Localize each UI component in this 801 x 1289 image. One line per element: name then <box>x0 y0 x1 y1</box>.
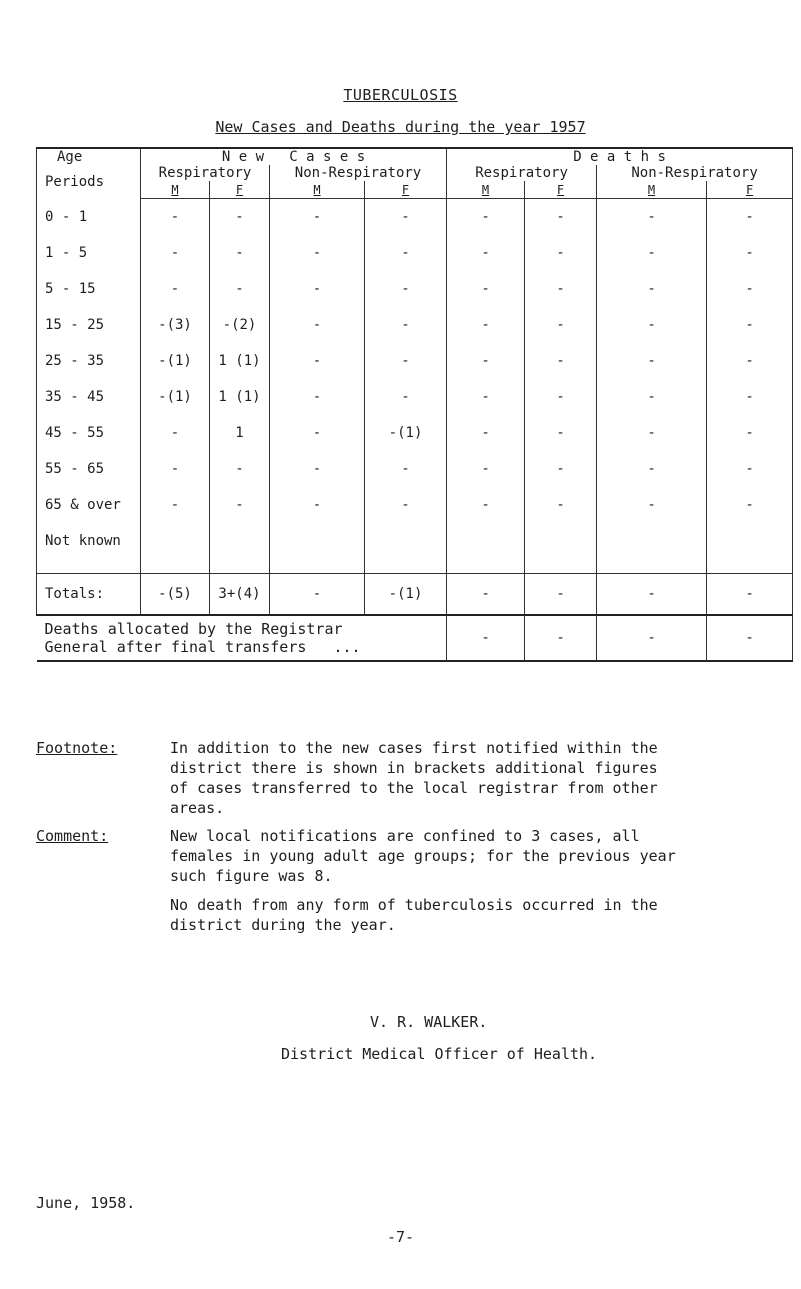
cell: - <box>447 271 525 307</box>
total-cell: - <box>525 574 597 616</box>
cell: -(3) <box>141 307 210 343</box>
cell: - <box>525 271 597 307</box>
age-cell: 5 - 15 <box>37 271 141 307</box>
deaths-header: D e a t h s <box>447 148 793 165</box>
totals-row <box>37 574 793 616</box>
table-row <box>37 415 793 451</box>
table-row <box>37 487 793 523</box>
cell <box>270 523 365 559</box>
comment-line: New local notifications are confined to 3 cases, all <box>170 827 640 845</box>
table-row <box>37 271 793 307</box>
col-f: F <box>707 181 793 199</box>
cell: - <box>270 307 365 343</box>
col-m: M <box>141 181 210 199</box>
cell: - <box>447 451 525 487</box>
age-cell: 65 & over <box>37 487 141 523</box>
new-nonresp-header: Non-Respiratory <box>270 165 447 181</box>
age-cell: 35 - 45 <box>37 379 141 415</box>
comment-line: district during the year. <box>170 916 396 934</box>
allocated-label-line-2: General after final transfers ... <box>44 638 361 656</box>
new-resp-header: Respiratory <box>141 165 270 181</box>
cell: - <box>525 415 597 451</box>
cell: - <box>525 235 597 271</box>
cell: - <box>447 307 525 343</box>
cell: - <box>141 451 210 487</box>
table-row <box>37 235 793 271</box>
page-number: -7- <box>386 1228 415 1246</box>
cell: - <box>597 235 707 271</box>
cell: - <box>597 199 707 236</box>
cell: - <box>597 451 707 487</box>
cell: - <box>707 487 793 523</box>
age-cell: 55 - 65 <box>37 451 141 487</box>
cell: - <box>270 343 365 379</box>
comment-line: females in young adult age groups; for the previous year <box>170 847 676 865</box>
cell: - <box>365 343 447 379</box>
cell: - <box>525 379 597 415</box>
table-row <box>37 199 793 236</box>
cell: - <box>270 199 365 236</box>
footnote-text <box>170 738 658 818</box>
comment-text <box>170 826 676 886</box>
comment-line: No death from any form of tuberculosis occurred in the <box>170 896 658 914</box>
cell: - <box>365 379 447 415</box>
cell: - <box>270 379 365 415</box>
page-title: TUBERCULOSIS <box>343 86 458 104</box>
cell: - <box>707 271 793 307</box>
totals-label: Totals: <box>37 574 141 616</box>
cell: - <box>525 451 597 487</box>
cell: -(1) <box>141 379 210 415</box>
new-cases-header: N e w C a s e s <box>141 148 447 165</box>
cell: - <box>525 307 597 343</box>
tuberculosis-table <box>36 147 793 662</box>
alloc-cell: - <box>597 615 707 661</box>
total-cell: - <box>447 574 525 616</box>
page-subtitle: New Cases and Deaths during the year 1957 <box>215 118 586 136</box>
total-cell: 3+(4) <box>210 574 270 616</box>
footnote-line: areas. <box>170 799 225 817</box>
age-cell: 25 - 35 <box>37 343 141 379</box>
total-cell: - <box>597 574 707 616</box>
cell: - <box>525 343 597 379</box>
cell: - <box>210 199 270 236</box>
alloc-cell: - <box>707 615 793 661</box>
cell: -(1) <box>141 343 210 379</box>
comment-label: Comment: <box>36 827 109 845</box>
cell: - <box>597 379 707 415</box>
cell <box>597 523 707 559</box>
cell: 1 (1) <box>210 343 270 379</box>
cell <box>365 523 447 559</box>
total-cell: - <box>270 574 365 616</box>
col-f: F <box>525 181 597 199</box>
cell: - <box>141 199 210 236</box>
cell: - <box>270 235 365 271</box>
cell: - <box>210 451 270 487</box>
date: June, 1958. <box>36 1194 136 1212</box>
cell: - <box>707 379 793 415</box>
signature-title: District Medical Officer of Health. <box>281 1045 598 1063</box>
cell: - <box>365 487 447 523</box>
col-f: F <box>365 181 447 199</box>
age-cell: Not known <box>37 523 141 559</box>
age-cell: 1 - 5 <box>37 235 141 271</box>
table-row <box>37 343 793 379</box>
comment-line: such figure was 8. <box>170 867 333 885</box>
signature-name: V. R. WALKER. <box>370 1013 488 1031</box>
cell <box>707 523 793 559</box>
table-row <box>37 307 793 343</box>
age-header: Age <box>37 148 141 165</box>
cell: -(1) <box>365 415 447 451</box>
col-m: M <box>447 181 525 199</box>
cell: - <box>210 487 270 523</box>
total-cell: -(1) <box>365 574 447 616</box>
total-cell: -(5) <box>141 574 210 616</box>
table-row <box>37 379 793 415</box>
death-nonresp-header: Non-Respiratory <box>597 165 793 181</box>
cell: - <box>525 487 597 523</box>
cell: - <box>270 415 365 451</box>
cell: - <box>707 199 793 236</box>
cell: 1 <box>210 415 270 451</box>
cell: - <box>210 271 270 307</box>
cell: - <box>141 415 210 451</box>
cell: - <box>707 343 793 379</box>
alloc-cell: - <box>447 615 525 661</box>
allocated-label-line-1: Deaths allocated by the Registrar <box>44 620 343 638</box>
cell: - <box>597 271 707 307</box>
cell: - <box>447 199 525 236</box>
cell: - <box>707 235 793 271</box>
cell: - <box>447 487 525 523</box>
cell: - <box>365 199 447 236</box>
allocated-deaths-row <box>37 615 793 661</box>
col-m: M <box>270 181 365 199</box>
alloc-cell: - <box>525 615 597 661</box>
death-resp-header: Respiratory <box>447 165 597 181</box>
cell: - <box>365 235 447 271</box>
cell: - <box>447 379 525 415</box>
cell: - <box>141 271 210 307</box>
cell: - <box>597 343 707 379</box>
cell: - <box>447 235 525 271</box>
comment-text-2 <box>170 895 658 935</box>
cell: - <box>365 451 447 487</box>
cell: - <box>270 451 365 487</box>
cell: - <box>210 235 270 271</box>
cell: - <box>597 487 707 523</box>
cell: - <box>270 487 365 523</box>
age-cell: 0 - 1 <box>37 199 141 236</box>
total-cell: - <box>707 574 793 616</box>
table-row <box>37 451 793 487</box>
col-m: M <box>597 181 707 199</box>
cell <box>141 523 210 559</box>
footnote-line: of cases transferred to the local registrar from other <box>170 779 658 797</box>
cell <box>447 523 525 559</box>
cell: - <box>447 343 525 379</box>
cell: - <box>597 415 707 451</box>
table-row <box>37 523 793 559</box>
cell: - <box>707 307 793 343</box>
cell: - <box>525 199 597 236</box>
cell: - <box>270 271 365 307</box>
cell: - <box>365 271 447 307</box>
footnote-line: In addition to the new cases first notified within the <box>170 739 658 757</box>
cell: - <box>707 451 793 487</box>
cell: - <box>365 307 447 343</box>
cell <box>525 523 597 559</box>
cell <box>210 523 270 559</box>
cell: - <box>597 307 707 343</box>
cell: - <box>141 487 210 523</box>
cell: - <box>707 415 793 451</box>
cell: - <box>447 415 525 451</box>
cell: -(2) <box>210 307 270 343</box>
footnote-line: district there is shown in brackets additional figures <box>170 759 658 777</box>
age-cell: 15 - 25 <box>37 307 141 343</box>
cell: 1 (1) <box>210 379 270 415</box>
age-cell: 45 - 55 <box>37 415 141 451</box>
periods-header: Periods <box>37 165 141 199</box>
col-f: F <box>210 181 270 199</box>
cell: - <box>141 235 210 271</box>
footnote-label: Footnote: <box>36 739 118 757</box>
